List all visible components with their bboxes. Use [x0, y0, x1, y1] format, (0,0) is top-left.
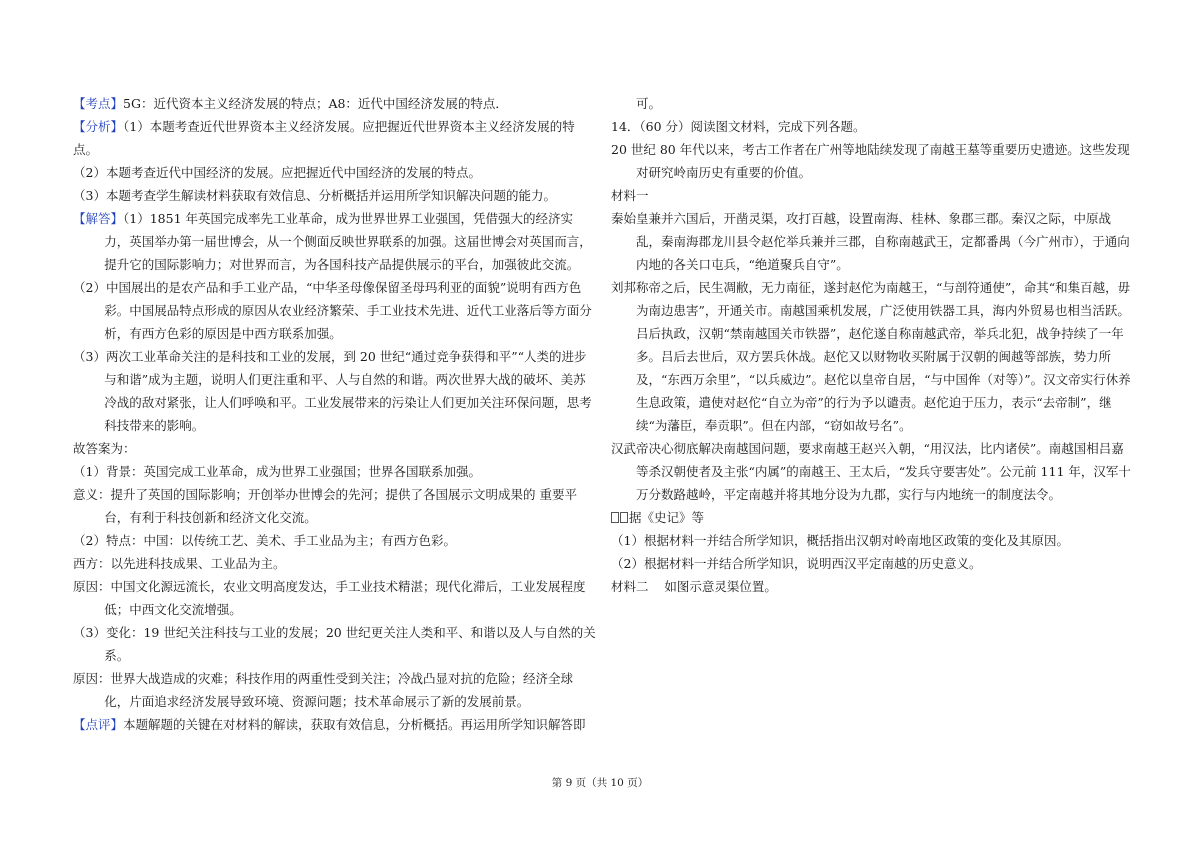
material-1-paragraph-3: 汉武帝决心彻底解决南越国问题，要求南越王赵兴入朝，“用汉法，比内诸侯”。南越国相吕嘉等杀汉朝使者及主张“内属”的南越王、王太后，“发兵守要害处”。公元前 111 年，汉军十万分数路越岭，平定南越并将其地分设为九郡，实行与内地统一的制度法令。: [611, 441, 1131, 502]
dianping-line: [73, 713, 597, 736]
jieda-point-3: （3）两次工业革命关注的是科技和工业的发展，到 20 世纪“通过竞争获得和平”“人类的进步与和谐”成为主题，说明人们更注重和平、人与自然的和谐。两次世界大战的破坏、美苏冷战的敌对紧张，让人们呼唤和平。工业发展带来的污染让人们更加关注环保问题，思考科技带来的影响。: [73, 349, 592, 433]
answer-3: （3）变化：19 世纪关注科技与工业的发展；20 世纪更关注人类和平、和谐以及人与自然的关系。: [73, 625, 596, 663]
continuation-text: 可。: [636, 96, 662, 111]
jieda-point-1: （1）1851 年英国完成率先工业革命，成为世界世界工业强国，凭借强大的经济实力，英国举办第一届世博会，从一个侧面反映世界联系的加强。这届世博会对英国而言，提升它的国际影响力；对世界而言，为各国科技产品提供展示的平台，加强彼此交流。: [104, 211, 592, 272]
material-1-paragraph-1: 秦始皇兼并六国后，开凿灵渠，攻打百越，设置南海、桂林、象郡三郡。秦汉之际，中原战乱，秦南海郡龙川县令赵佗举兵兼并三郡，自称南越武王，定都番禺（今广州市），于通向内地的各关口屯兵，“绝道聚兵自守”。: [611, 211, 1130, 272]
page-footer: 第 9 页（共 10 页）: [551, 777, 649, 789]
question-14: 14．（60 分）阅读图文材料，完成下列各题。: [611, 119, 866, 134]
material-1-paragraph-2: 刘邦称帝之后，民生凋敝，无力南征，遂封赵佗为南越王，“与剖符通使”，命其“和集百越，毋为南边患害”，开通关市。南越国乘机发展，广泛使用铁器工具，海内外贸易也相当活跃。吕后执政，汉朝“禁南越国关市铁器”，赵佗遂自称南越武帝，举兵北犯，战争持续了一年多。吕后去世后，双方罢兵休战。赵佗又以财物收买附属于汉朝的闽越等部族，势力所及，“东西万余里”，“以兵威边”。赵佗以皇帝自居，“与中国侔（对等）”。汉文帝实行休养生息政策，遣使对赵佗“自立为帝”的行为予以谴责。赵佗迫于压力，表示“去帝制”，继续“为藩臣，奉贡职”。但在内部，“窃如故号名”。: [611, 280, 1131, 433]
answer-1: （1）背景：英国完成工业革命，成为世界工业强国；世界各国联系加强。: [73, 464, 481, 479]
fenxi-line: [73, 115, 597, 161]
left-column: [73, 92, 597, 736]
answer-2b: 西方：以先进科技成果、工业品为主。: [73, 556, 286, 571]
dianping-text: 本题解题的关键在对材料的解读，获取有效信息，分析概括。再运用所学知识解答即: [123, 717, 586, 732]
answer-3b: 原因：世界大战造成的灾难；科技作用的两重性受到关注；冷战凸显对抗的危险；经济全球化，片面追求经济发展导致环境、资源问题；技术革命展示了新的发展前景。: [73, 671, 574, 709]
dianping-tag: 【点评】: [73, 717, 124, 732]
jieda-point-2: （2）中国展出的是农产品和手工业产品，“中华圣母像保留圣母玛利亚的面貌”说明有西方色彩。中国展品特点形成的原因从农业经济繁荣、手工业技术先进、近代工业落后等方面分析，有西方色彩的原因是中西方联系加强。: [73, 280, 592, 341]
missing-glyph-icon: [611, 512, 619, 523]
kaodian-text: 5G：近代资本主义经济发展的特点；A8：近代中国经济发展的特点．: [123, 96, 508, 111]
missing-glyph-icon: [620, 512, 628, 523]
fenxi-point-3: （3）本题考查学生解读材料获取有效信息、分析概括并运用所学知识解决问题的能力。: [73, 188, 556, 203]
answer-intro: 故答案为：: [73, 441, 136, 456]
fenxi-point-2: （2）本题考查近代中国经济的发展。应把握近代中国经济的发展的特点。: [73, 165, 481, 180]
source-text: 据《史记》等: [629, 510, 705, 525]
answer-2c: 原因：中国文化源远流长，农业文明高度发达，手工业技术精湛；现代化滞后，工业发展程度低；中西文化交流增强。: [73, 579, 586, 617]
material-1-title: 材料一: [611, 188, 649, 203]
answer-2: （2）特点：中国：以传统工艺、美术、手工业品为主；有西方色彩。: [73, 533, 456, 548]
source-note: [611, 506, 1131, 529]
kaodian-tag: 【考点】: [73, 96, 124, 111]
fenxi-tag: 【分析】: [73, 119, 124, 134]
right-column: [611, 92, 1131, 598]
fenxi-point-1: （1）本题考查近代世界资本主义经济发展。应把握近代世界资本主义经济发展的特点。: [73, 119, 575, 157]
question-intro: 20 世纪 80 年代以来，考古工作者在广州等地陆续发现了南越王墓等重要历史遗迹。这些发现对研究岭南历史有重要的价值。: [611, 142, 1130, 180]
jieda-tag: 【解答】: [73, 211, 124, 226]
kaodian-line: [73, 92, 597, 115]
sub-question-2: （2）根据材料一并结合所学知识，说明西汉平定南越的历史意义。: [611, 556, 982, 571]
material-2-title: 材料二 如图示意灵渠位置。: [611, 579, 777, 594]
answer-1b: 意义：提升了英国的国际影响；开创举办世博会的先河；提供了各国展示文明成果的 重要平台，有利于科技创新和经济文化交流。: [73, 487, 577, 525]
jieda-line: [73, 207, 597, 276]
sub-question-1: （1）根据材料一并结合所学知识，概括指出汉朝对岭南地区政策的变化及其原因。: [611, 533, 1069, 548]
